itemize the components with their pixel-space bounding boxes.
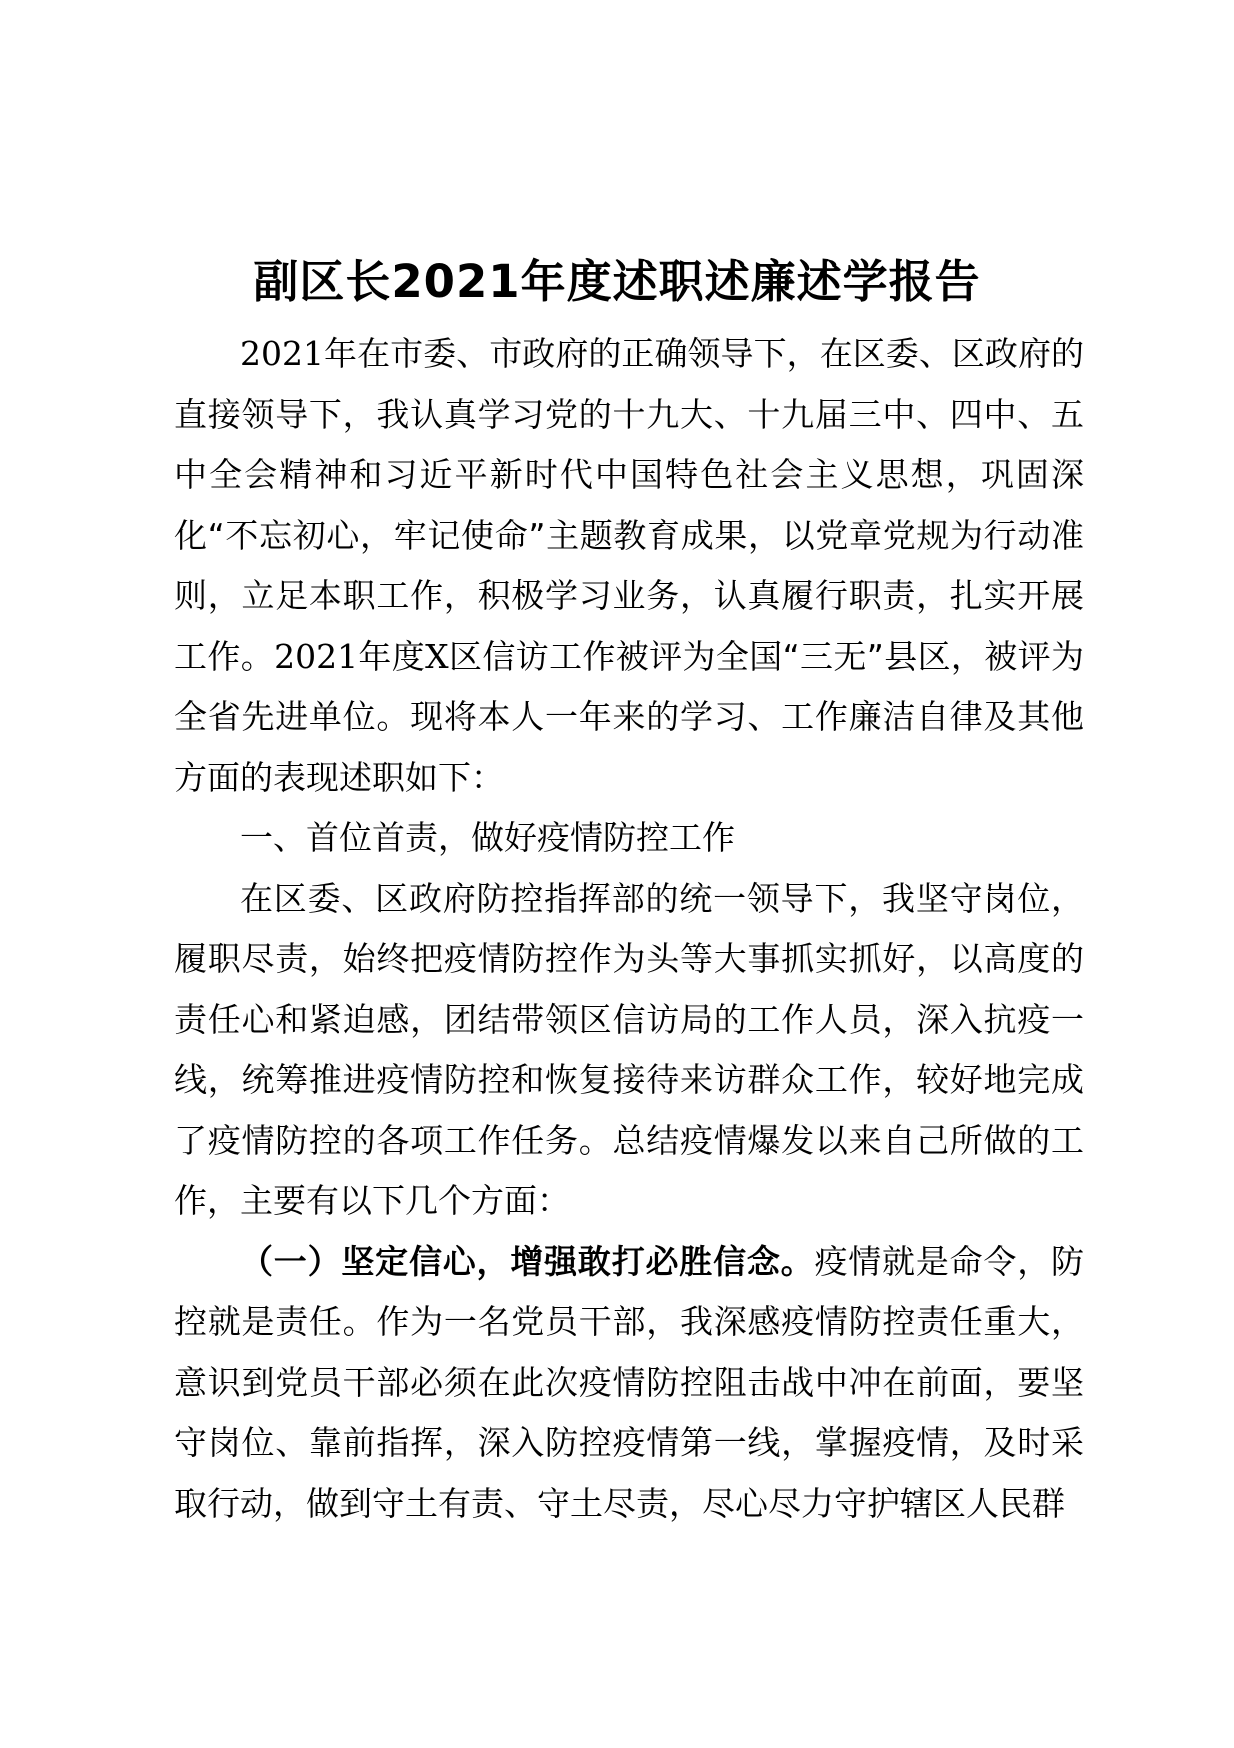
intro-district-x: X bbox=[425, 636, 449, 676]
intro-text-a: 年在市委、市政府的正确领导下，在区委、区政府的直接领导下，我认真学习党的十九大、十九届三中、四中、五中全会精神和习近平新时代中国特色社会主义思想，巩固深化“不忘初心，牢记使命”主题教育成果，以党章党规为行动准则，立足本职工作，积极学习业务，认真履行职责，扎实开展工作。 bbox=[174, 334, 1084, 676]
intro-text-b: 年度 bbox=[358, 636, 426, 676]
intro-text-c: 区信访工作被评为全国“三无”县区，被评为全省先进单位。现将本人一年来的学习、工作廉洁自律及其他方面的表现述职如下： bbox=[174, 636, 1084, 797]
intro-year: 2021 bbox=[240, 334, 324, 373]
intro-paragraph bbox=[174, 324, 1084, 808]
document-title: 副区长2021年度述职述廉述学报告 bbox=[253, 255, 981, 308]
intro-year-2: 2021 bbox=[274, 636, 359, 676]
subsection-paragraph bbox=[174, 1232, 1084, 1535]
document-body bbox=[174, 324, 1084, 1534]
subsection-text: 疫情就是命令，防控就是责任。作为一名党员干部，我深感疫情防控责任重大，意识到党员干部必须在此次疫情防控阻击战中冲在前面，要坚守岗位、靠前指挥，深入防控疫情第一线，掌握疫情，及时采取行动，做到守土有责、守土尽责，尽心尽力守护辖区人民群 bbox=[174, 1241, 1085, 1523]
section-paragraph: 在区委、区政府防控指挥部的统一领导下，我坚守岗位，履职尽责，始终把疫情防控作为头等大事抓实抓好，以高度的责任心和紧迫感，团结带领区信访局的工作人员，深入抗疫一线，统筹推进疫情防控和恢复接待来访群众工作，较好地完成了疫情防控的各项工作任务。总结疫情爆发以来自己所做的工作，主要有以下几个方面： bbox=[174, 878, 1084, 1220]
subsection-heading: （一）坚定信心，增强敢打必胜信念。 bbox=[240, 1241, 815, 1281]
section-heading: 一、首位首责，做好疫情防控工作 bbox=[240, 818, 735, 857]
